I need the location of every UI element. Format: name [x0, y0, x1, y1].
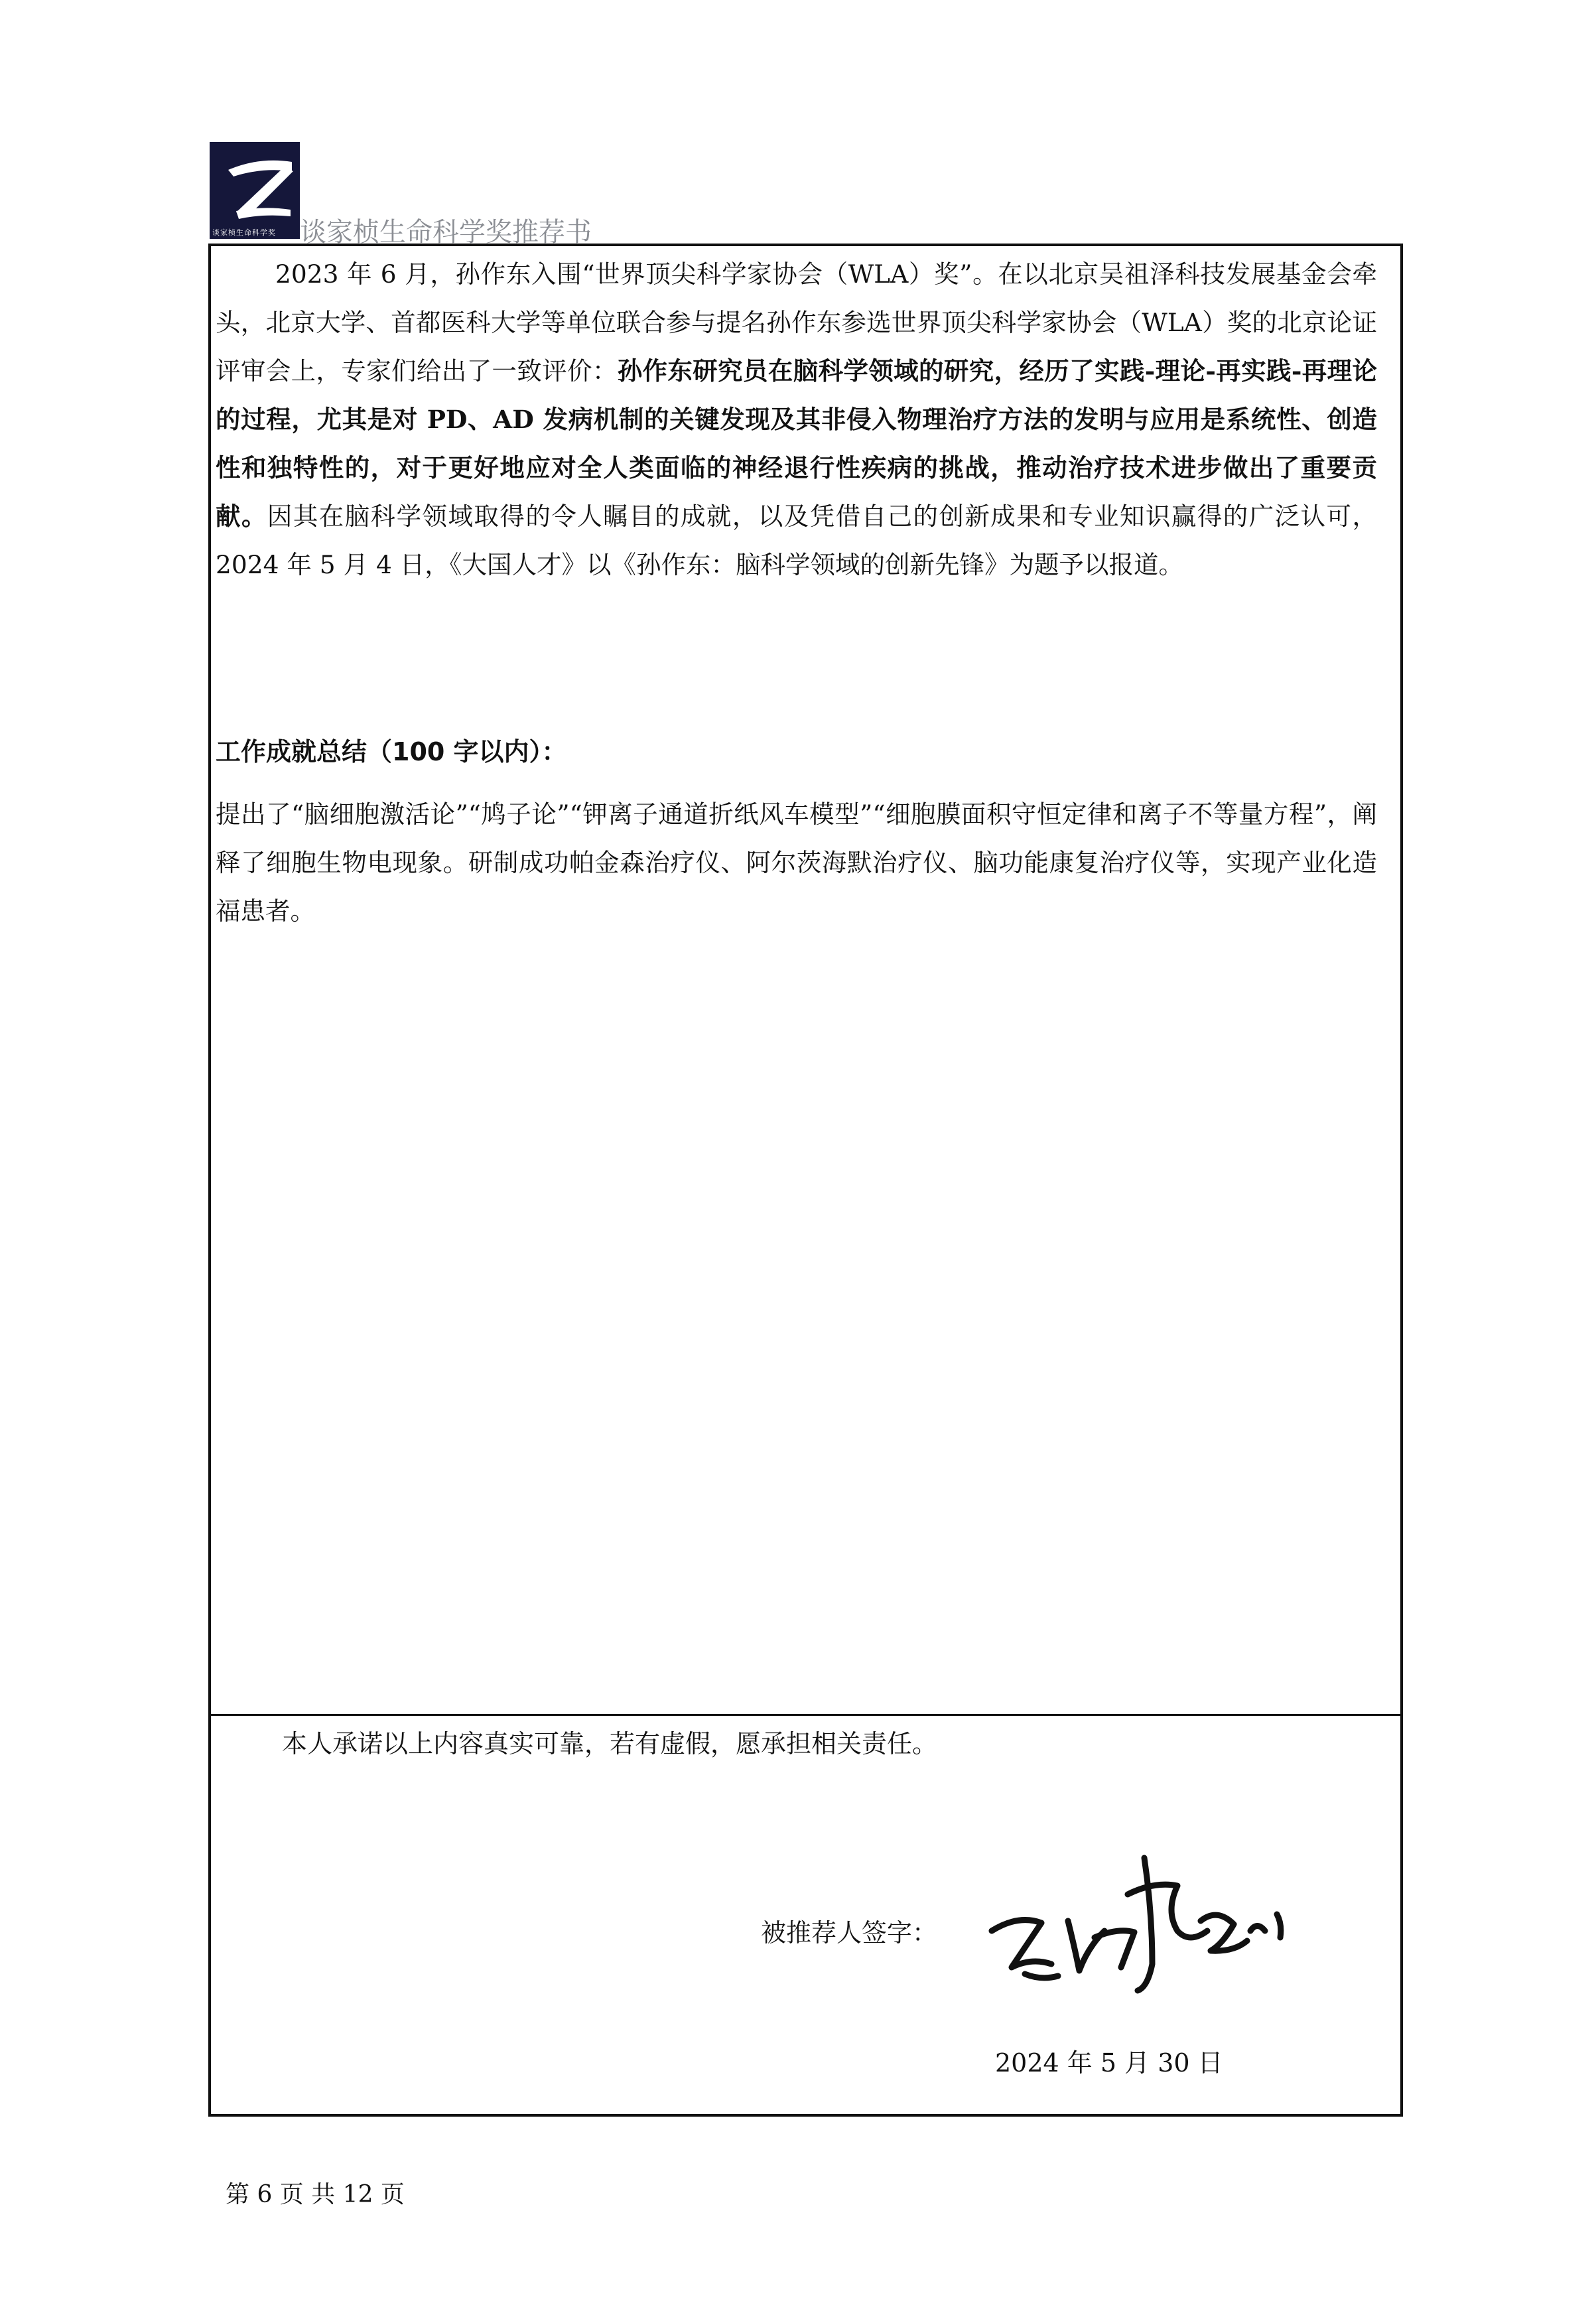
header-title: 谈家桢生命科学奖推荐书 — [300, 217, 592, 247]
declaration-promise: 本人承诺以上内容真实可靠，若有虚假，愿承担相关责任。 — [282, 1729, 938, 1758]
signature-date: 2024 年 5 月 30 日 — [995, 2048, 1223, 2077]
achievement-paragraph — [216, 250, 1377, 589]
summary-label: 工作成就总结（100 字以内）： — [216, 737, 567, 766]
handwritten-signature-icon — [978, 1831, 1297, 2004]
logo-text: 谈家桢生命科学奖 — [212, 228, 276, 237]
signature-label: 被推荐人签字： — [761, 1918, 938, 1947]
award-logo — [210, 142, 300, 239]
page-number: 第 6 页 共 12 页 — [226, 2181, 405, 2208]
logo-mark-icon — [210, 142, 300, 239]
paragraph-tail: 因其在脑科学领域取得的令人瞩目的成就，以及凭借自己的创新成果和专业知识赢得的广泛认可，2024 年 5 月 4 日，《大国人才》以《孙作东：脑科学领域的创新先锋》为题予以报道。 — [216, 502, 1378, 579]
paragraph-lead: 2023 年 6 月，孙作东入围“世界顶尖科学家协会（WLA）奖”。在以北京吴祖泽科技发展基金会牵头，北京大学、首都医科大学等单位联合参与提名孙作东参选世界顶尖科学家协会（WLA）奖的北京论证评审会上，专家们给出了一致评价： — [216, 259, 1377, 386]
paragraph-highlight: 孙作东研究员在脑科学领域的研究，经历了实践-理论-再实践-再理论的过程，尤其是对 PD、AD 发病机制的关键发现及其非侵入物理治疗方法的发明与应用是系统性、创造性和独特性的，对于更好地应对全人类面临的神经退行性疾病的挑战，推动治疗技术进步做出了重要贡献。 — [216, 356, 1377, 531]
summary-text: 提出了“脑细胞激活论”“鸠子论”“钾离子通道折纸风车模型”“细胞膜面积守恒定律和离子不等量方程”，阐释了细胞生物电现象。研制成功帕金森治疗仪、阿尔茨海默治疗仪、脑功能康复治疗仪等，实现产业化造福患者。 — [216, 800, 1377, 926]
